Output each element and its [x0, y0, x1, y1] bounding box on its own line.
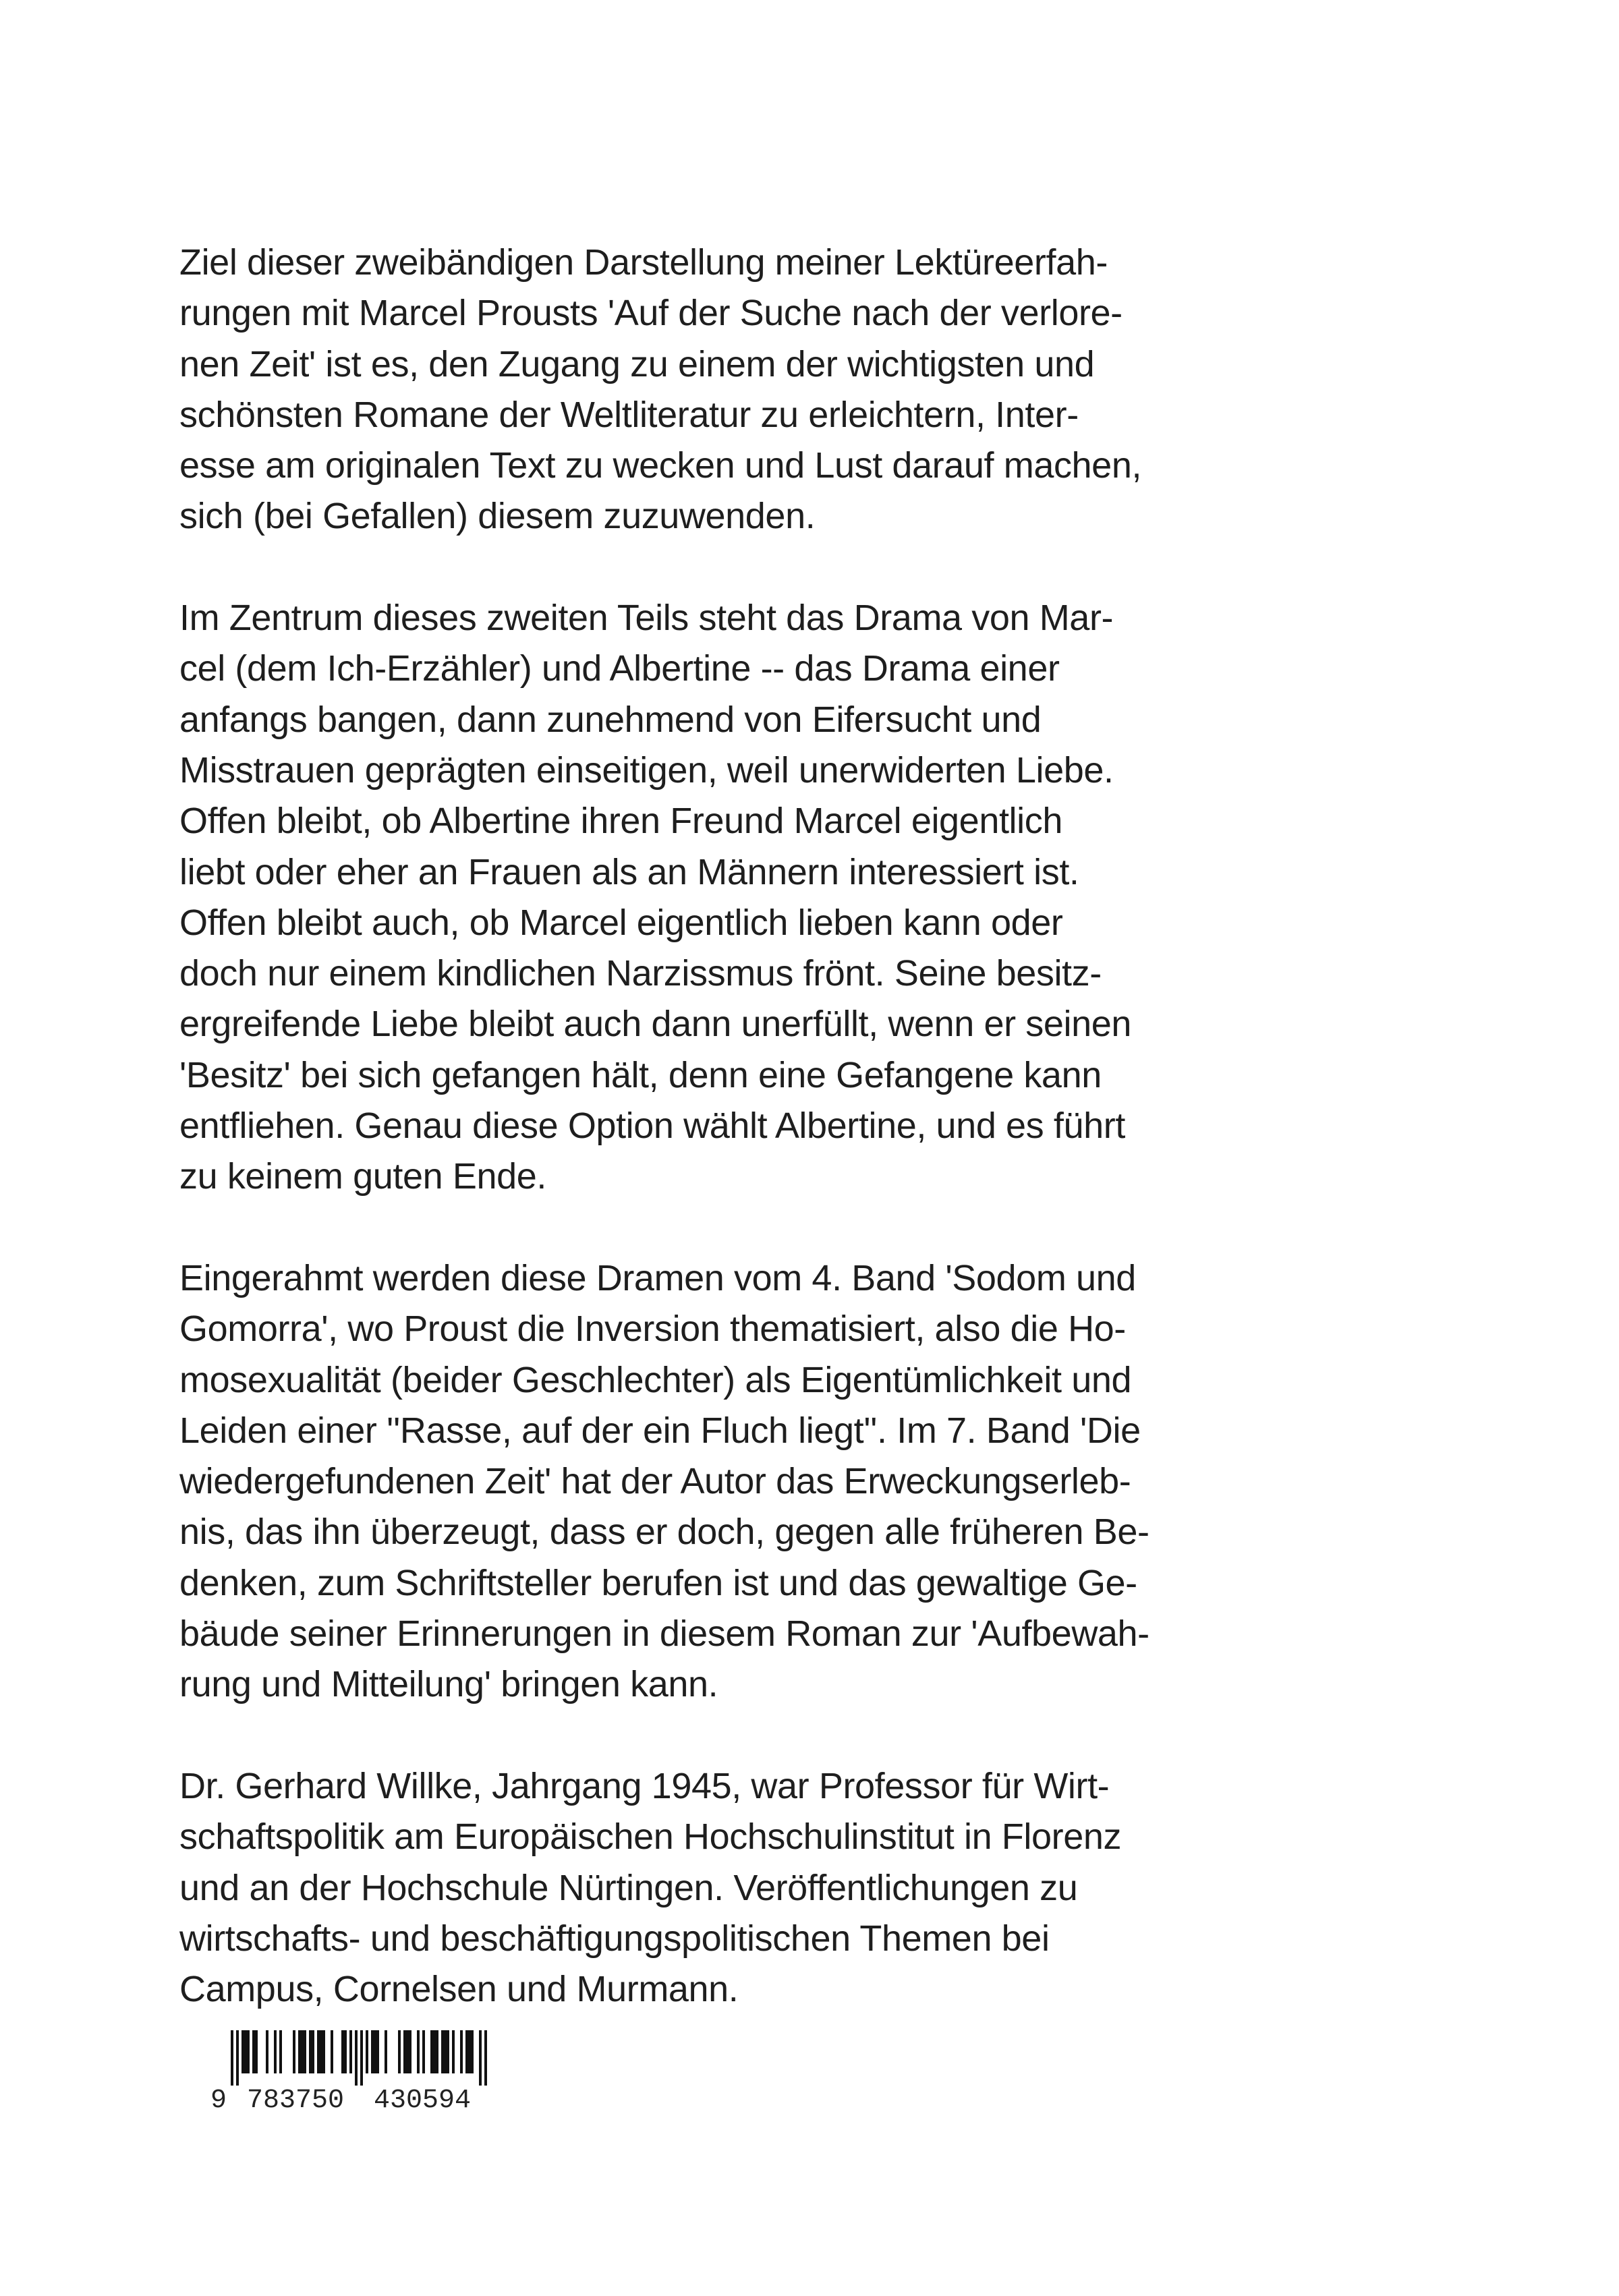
- barcode-bar: [409, 2030, 411, 2073]
- barcode-bar: [430, 2030, 433, 2073]
- barcode-bar: [309, 2030, 312, 2073]
- barcode-bar: [436, 2030, 438, 2073]
- barcode-bar: [406, 2030, 409, 2073]
- barcode-digits-right-group: 430594: [373, 2086, 472, 2116]
- text-line: Dr. Gerhard Willke, Jahrgang 1945, war Professor für Wirt-: [179, 1765, 1110, 1806]
- text-line: anfangs bangen, dann zunehmend von Eifersucht und: [179, 699, 1042, 740]
- barcode-bar: [279, 2030, 282, 2073]
- text-line: Offen bleibt, ob Albertine ihren Freund Marcel eigentlich: [179, 801, 1062, 842]
- barcode-bar: [341, 2030, 344, 2073]
- barcode-bar: [371, 2030, 374, 2073]
- back-cover-text: [179, 237, 1515, 2066]
- barcode-bar: [398, 2030, 401, 2073]
- text-line: und an der Hochschule Nürtingen. Veröffentlichungen zu: [179, 1867, 1078, 1908]
- barcode-bar: [244, 2030, 247, 2073]
- barcode-bar: [460, 2030, 463, 2073]
- paragraph: [179, 237, 1515, 542]
- isbn-barcode: [200, 2024, 510, 2138]
- barcode-bar: [374, 2030, 376, 2073]
- text-line: rung und Mitteilung' bringen kann.: [179, 1664, 718, 1705]
- barcode-bar: [452, 2030, 455, 2073]
- text-line: nen Zeit' ist es, den Zugang zu einem der wichtigsten und: [179, 343, 1095, 384]
- text-line: Campus, Cornelsen und Murmann.: [179, 1969, 739, 2010]
- text-line: zu keinem guten Ende.: [179, 1156, 546, 1197]
- barcode-bar: [403, 2030, 406, 2073]
- text-line: cel (dem Ich-Erzähler) und Albertine -- das Drama einer: [179, 648, 1060, 689]
- barcode-bar: [242, 2030, 244, 2073]
- text-line: esse am originalen Text zu wecken und Lust darauf machen,: [179, 445, 1142, 486]
- barcode-bar: [441, 2030, 444, 2073]
- text-line: denken, zum Schriftsteller berufen ist und das gewaltige Ge-: [179, 1562, 1137, 1603]
- paragraph: [179, 593, 1515, 1203]
- text-line: liebt oder eher an Frauen als an Männern interessiert ist.: [179, 851, 1079, 892]
- barcode-digits-left-group: 783750: [246, 2086, 345, 2116]
- text-line: 'Besitz' bei sich gefangen hält, denn eine Gefangene kann: [179, 1054, 1102, 1095]
- barcode-bar: [322, 2030, 325, 2073]
- barcode-bar: [366, 2030, 368, 2073]
- barcode-bar: [274, 2030, 277, 2073]
- barcode-bar: [344, 2030, 347, 2073]
- paragraph: [179, 1761, 1515, 2015]
- text-line: wirtschafts- und beschäftigungspolitischen Themen bei: [179, 1918, 1050, 1959]
- paragraph: [179, 1253, 1515, 1711]
- barcode-bar: [298, 2030, 301, 2073]
- text-line: nis, das ihn überzeugt, dass er doch, gegen alle früheren Be-: [179, 1512, 1149, 1553]
- barcode-bar: [465, 2030, 468, 2073]
- barcode-bar: [471, 2030, 474, 2073]
- text-line: doch nur einem kindlichen Narzissmus frönt. Seine besitz-: [179, 953, 1102, 994]
- barcode-bar: [417, 2030, 420, 2073]
- barcode-bar: [331, 2030, 333, 2073]
- barcode-bar: [447, 2030, 449, 2073]
- barcode-bar: [484, 2030, 487, 2086]
- barcode-bar: [349, 2030, 352, 2073]
- barcode-bar: [376, 2030, 379, 2073]
- text-line: Im Zentrum dieses zweiten Teils steht das Drama von Mar-: [179, 598, 1114, 639]
- barcode-bar: [317, 2030, 320, 2073]
- barcode-bar: [444, 2030, 447, 2073]
- barcode-bar: [355, 2030, 358, 2086]
- text-line: bäude seiner Erinnerungen in diesem Roman zur 'Aufbewah-: [179, 1613, 1149, 1655]
- barcode-bar: [422, 2030, 425, 2073]
- text-line: Offen bleibt auch, ob Marcel eigentlich lieben kann oder: [179, 902, 1063, 943]
- barcode-bar: [247, 2030, 250, 2073]
- barcode-bar: [433, 2030, 436, 2073]
- text-line: schaftspolitik am Europäischen Hochschulinstitut in Florenz: [179, 1816, 1122, 1858]
- barcode-digits-first-digit: 9: [210, 2086, 227, 2116]
- barcode-bar: [266, 2030, 268, 2073]
- text-line: ergreifende Liebe bleibt auch dann unerfüllt, wenn er seinen: [179, 1004, 1132, 1045]
- barcode-bar: [236, 2030, 239, 2086]
- text-line: schönsten Romane der Weltliteratur zu erleichtern, Inter-: [179, 394, 1079, 435]
- barcode-bar: [255, 2030, 258, 2073]
- barcode-bar: [385, 2030, 387, 2073]
- text-line: rungen mit Marcel Prousts 'Auf der Suche nach der verlore-: [179, 293, 1123, 334]
- text-line: wiedergefundenen Zeit' hat der Autor das Erweckungserleb-: [179, 1461, 1131, 1502]
- barcode-bar: [468, 2030, 471, 2073]
- text-line: Gomorra', wo Proust die Inversion thematisiert, also die Ho-: [179, 1309, 1126, 1350]
- barcode-bar: [304, 2030, 306, 2073]
- text-line: Ziel dieser zweibändigen Darstellung meiner Lektüreerfah-: [179, 242, 1108, 283]
- barcode-bar: [320, 2030, 322, 2073]
- barcode-bar: [231, 2030, 233, 2086]
- text-line: entfliehen. Genau diese Option wählt Albertine, und es führt: [179, 1106, 1125, 1147]
- text-line: Leiden einer ''Rasse, auf der ein Fluch liegt''. Im 7. Band 'Die: [179, 1410, 1141, 1451]
- barcode-bar: [301, 2030, 304, 2073]
- text-line: Eingerahmt werden diese Dramen vom 4. Band 'Sodom und: [179, 1257, 1136, 1298]
- barcode-bar: [312, 2030, 314, 2073]
- text-line: Misstrauen geprägten einseitigen, weil unerwiderten Liebe.: [179, 749, 1114, 791]
- barcode-bar: [479, 2030, 482, 2086]
- text-line: mosexualität (beider Geschlechter) als Eigentümlichkeit und: [179, 1359, 1132, 1400]
- barcode-bar: [252, 2030, 255, 2073]
- text-line: sich (bei Gefallen) diesem zuzuwenden.: [179, 496, 816, 537]
- barcode-bar: [360, 2030, 363, 2086]
- barcode-bar: [293, 2030, 295, 2073]
